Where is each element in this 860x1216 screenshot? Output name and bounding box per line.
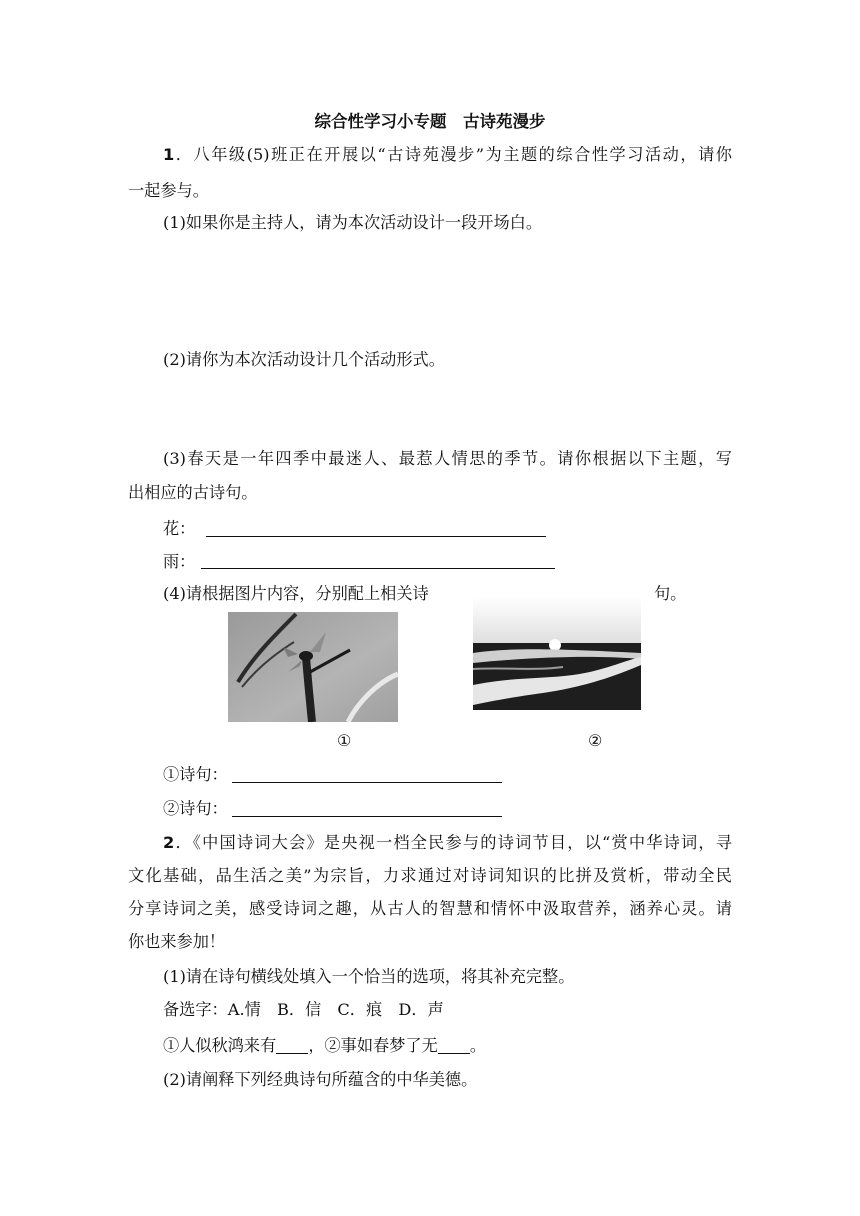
q2-number: 2 [163, 833, 175, 852]
flower-answer-line[interactable] [206, 536, 546, 537]
rain-answer-line[interactable] [201, 568, 555, 569]
dragonfly-photo [228, 612, 398, 722]
page-title: 综合性学习小专题 古诗苑漫步 [314, 112, 546, 131]
q1-part2: (2)请你为本次活动设计几个活动形式。 [163, 350, 445, 369]
q2-intro-line1: 2．《中国诗词大会》是央视一档全民参与的诗词节目，以“赏中华诗词，寻 [163, 833, 732, 852]
q1-part4-left: (4)请根据图片内容，分别配上相关诗 [163, 584, 429, 603]
q2-intro-line4: 你也来参加！ [128, 932, 226, 951]
q2-part1: (1)请在诗句横线处填入一个恰当的选项，将其补充完整。 [163, 967, 575, 986]
poem2-answer-line[interactable] [232, 816, 502, 817]
sunset-river-photo [473, 597, 641, 710]
blank-1[interactable] [276, 1037, 308, 1054]
q1-part3-line2: 出相应的古诗句。 [128, 483, 258, 502]
q1-part1: (1)如果你是主持人，请为本次活动设计一段开场白。 [163, 213, 543, 232]
poem2-label: ②诗句： [163, 799, 228, 818]
q1-intro-line2: 一起参与。 [128, 181, 209, 200]
q1-part4-right: 句。 [654, 584, 687, 603]
q2-intro-line2: 文化基础，品生活之美”为宗旨，力求通过对诗词知识的比拼及赏析，带动全民 [128, 866, 732, 885]
flower-label: 花： [163, 519, 196, 538]
poem1-label: ①诗句： [163, 765, 228, 784]
q2-fill-blanks: ①人似秋鸿来有 ，②事如春梦了无 。 [163, 1036, 486, 1055]
q2-intro-line3: 分享诗词之美，感受诗词之趣，从古人的智慧和情怀中汲取营养，涵养心灵。请 [128, 899, 732, 918]
q1-intro-line1: 1．八年级(5)班正在开展以“古诗苑漫步”为主题的综合性学习活动，请你 [163, 145, 732, 164]
q1-number: 1 [163, 145, 175, 164]
q1-part3-line1: (3)春天是一年四季中最迷人、最惹人情思的季节。请你根据以下主题，写 [163, 449, 732, 468]
poem1-answer-line[interactable] [232, 782, 502, 783]
photo1-caption: ① [337, 731, 352, 750]
q2-options: 备选字：A.情 B．信 C．痕 D．声 [163, 1000, 444, 1019]
rain-label: 雨： [163, 552, 196, 571]
q2-part2: (2)请阐释下列经典诗句所蕴含的中华美德。 [163, 1070, 478, 1089]
blank-2[interactable] [438, 1037, 470, 1054]
photo2-caption: ② [588, 731, 603, 750]
